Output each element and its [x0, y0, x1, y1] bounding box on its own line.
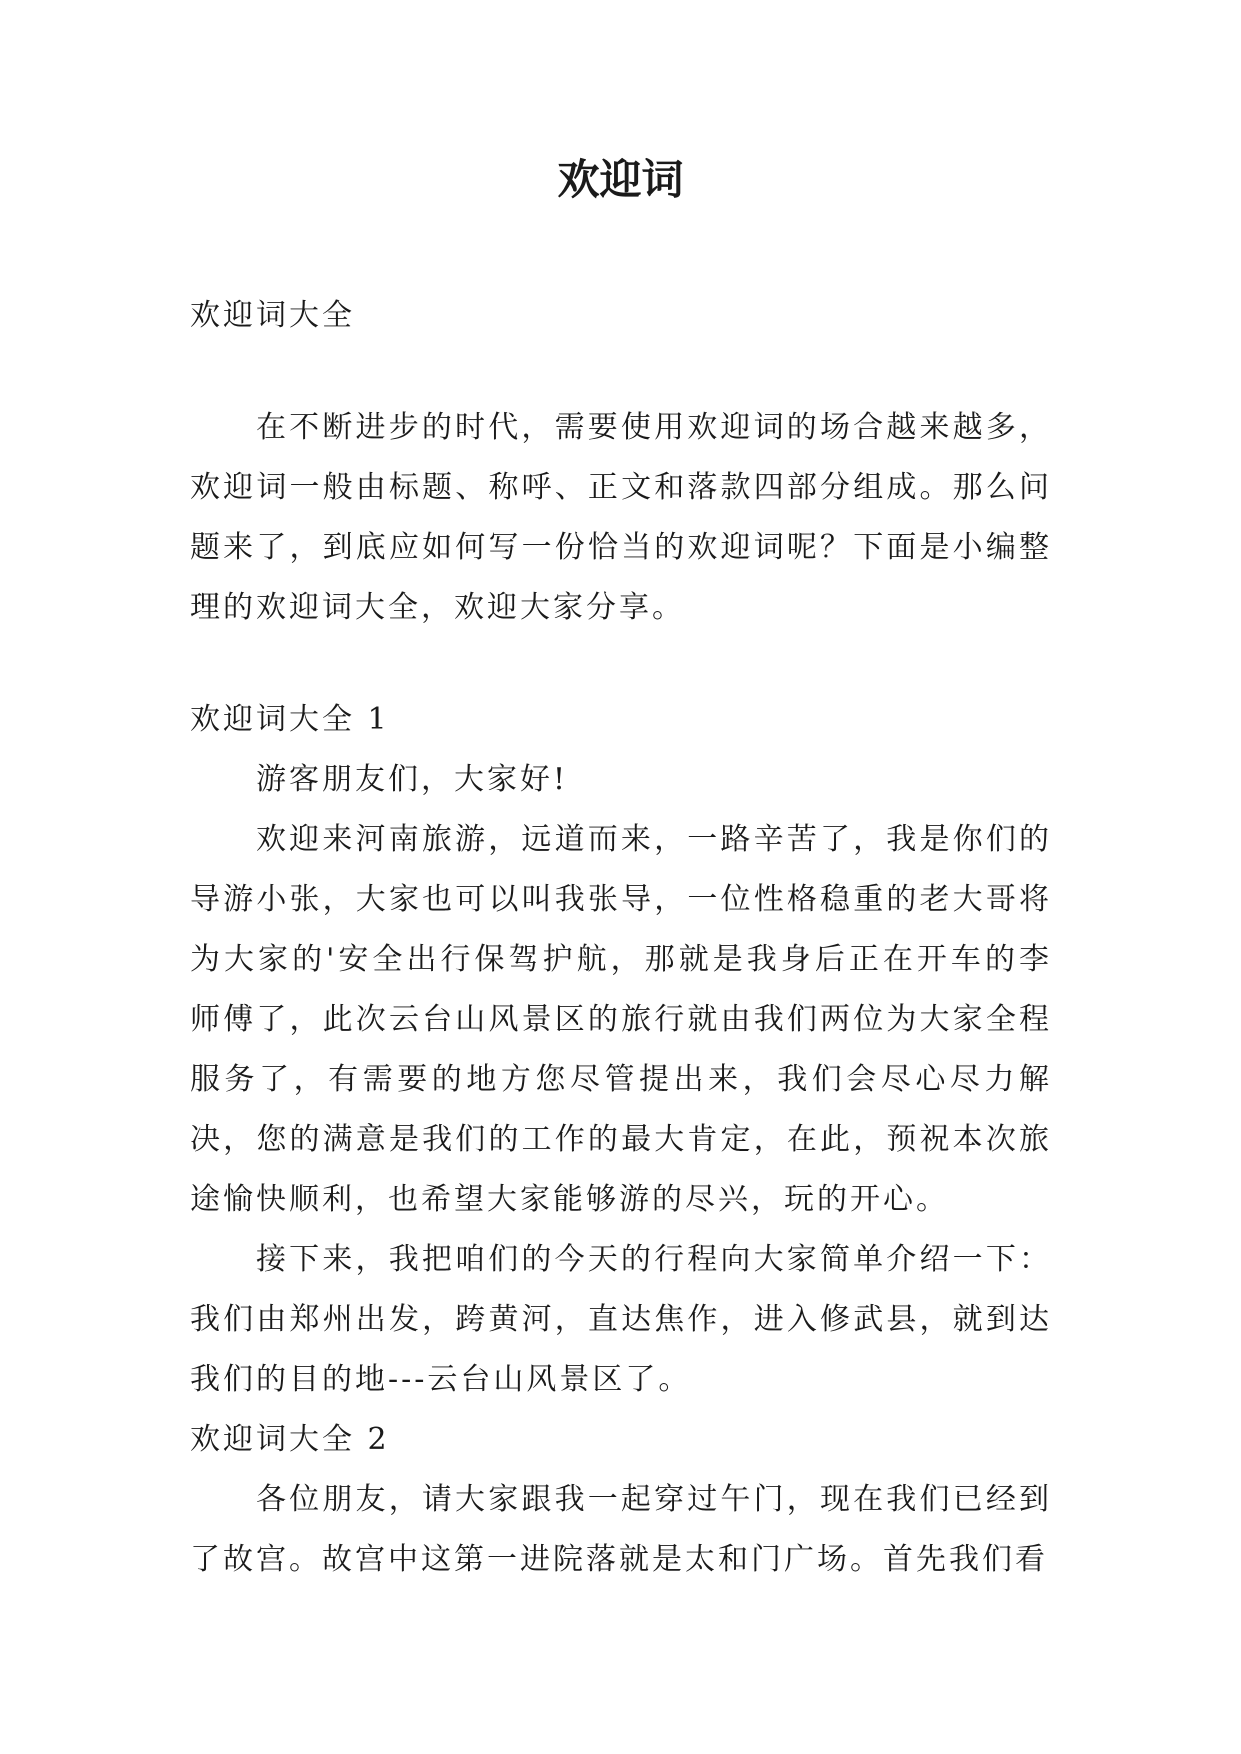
document-title: 欢迎词 [557, 155, 684, 204]
section-2-heading: 欢迎词大全 2 [190, 1422, 390, 1457]
intro-paragraph: 在不断进步的时代，需要使用欢迎词的场合越来越多，欢迎词一般由标题、称呼、正文和落款四部分组成。那么问题来了，到底应如何写一份恰当的欢迎词呢？下面是小编整理的欢迎词大全，欢迎大家分享。 [190, 410, 1052, 625]
section-1-paragraph-1: 游客朋友们，大家好! [256, 762, 569, 797]
section-1-paragraph-2: 欢迎来河南旅游，远道而来，一路辛苦了，我是你们的导游小张，大家也可以叫我张导，一位性格稳重的老大哥将为大家的'安全出行保驾护航，那就是我身后正在开车的李师傅了，此次云台山风景区的旅行就由我们两位为大家全程服务了，有需要的地方您尽管提出来，我们会尽心尽力解决，您的满意是我们的工作的最大肯定，在此，预祝本次旅途愉快顺利，也希望大家能够游的尽兴，玩的开心。 [190, 822, 1052, 1217]
intro-heading: 欢迎词大全 [190, 298, 355, 333]
section-1-paragraph-3: 接下来，我把咱们的今天的行程向大家简单介绍一下：我们由郑州出发，跨黄河，直达焦作，进入修武县，就到达我们的目的地---云台山风景区了。 [190, 1242, 1052, 1397]
sections-block [190, 690, 1052, 1590]
section-2-paragraph-1: 各位朋友，请大家跟我一起穿过午门，现在我们已经到了故宫。故宫中这第一进院落就是太和门广场。首先我们看 [190, 1482, 1052, 1577]
section-1-heading: 欢迎词大全 1 [190, 702, 390, 737]
intro-block [190, 398, 1052, 638]
